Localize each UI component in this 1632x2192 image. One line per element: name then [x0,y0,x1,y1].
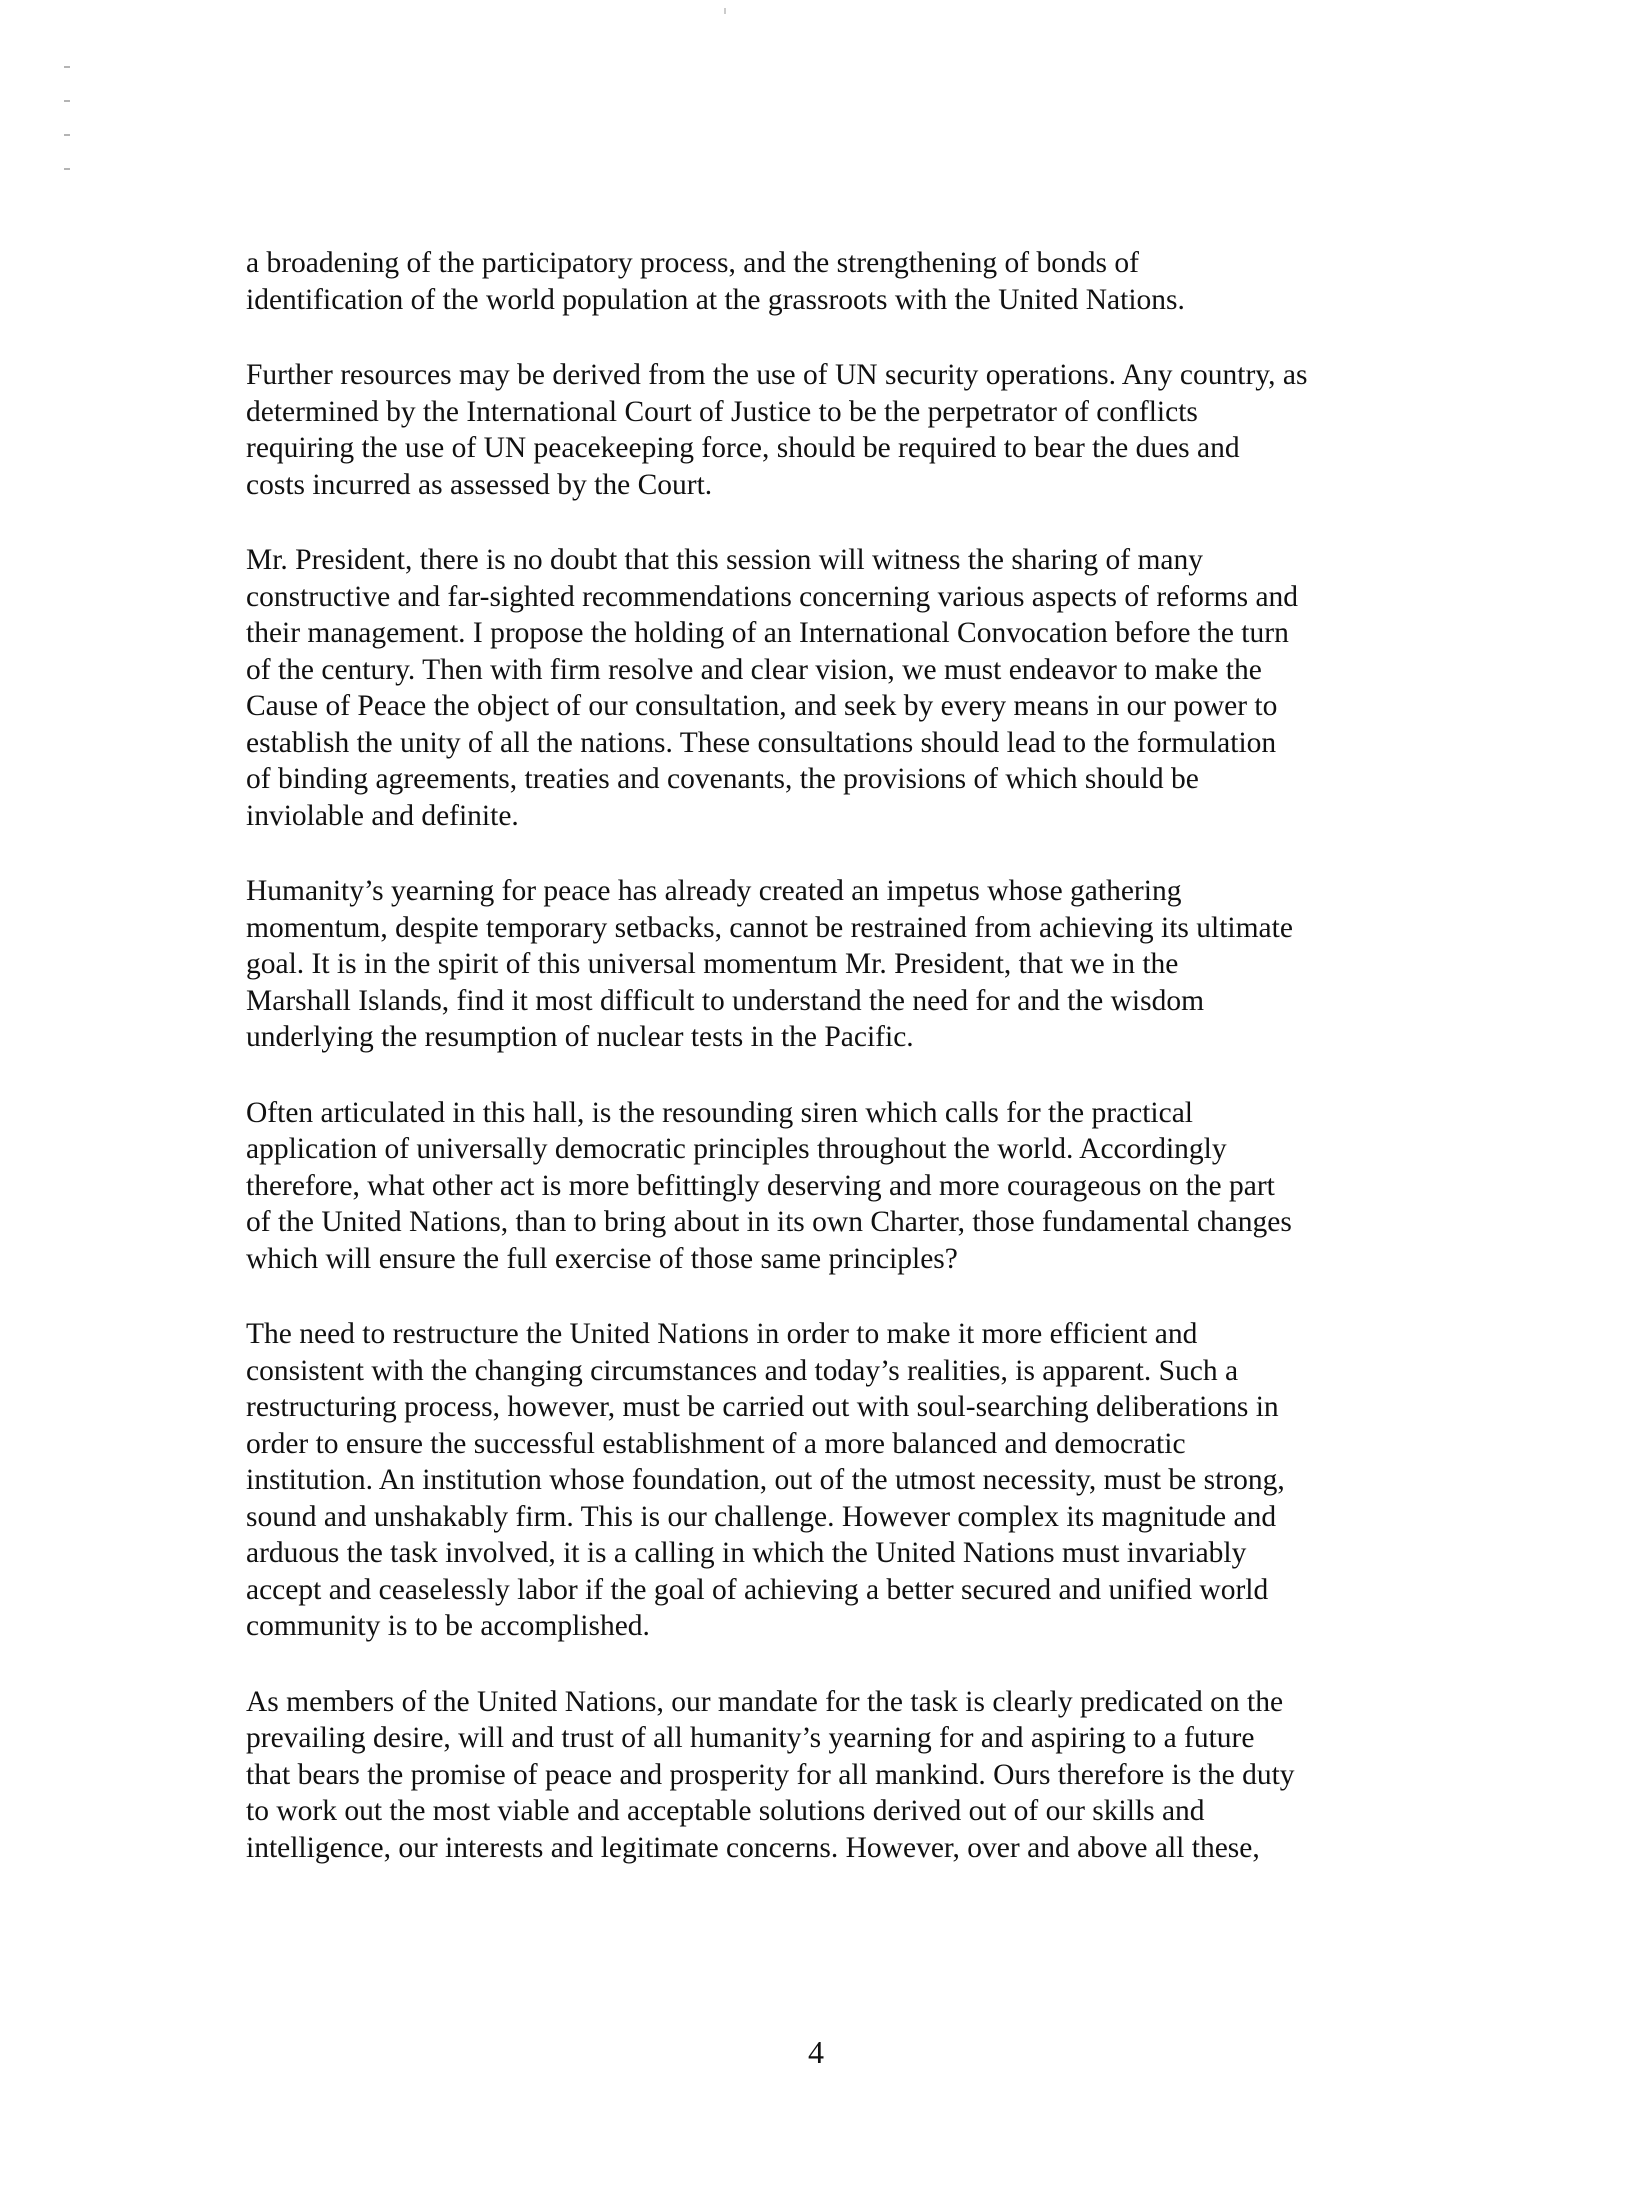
text-line: community is to be accomplished. [246,1610,650,1642]
text-line: establish the unity of all the nations. These consultations should lead to the formulation [246,726,1277,759]
paragraph [246,1095,1476,1278]
text-line: institution. An institution whose foundation, out of the utmost necessity, must be strong, [246,1464,1285,1496]
text-line: Often articulated in this hall, is the resounding siren which calls for the practical [246,1096,1193,1129]
paragraph [246,245,1476,318]
paragraph [246,542,1476,834]
text-line: Mr. President, there is no doubt that this session will witness the sharing of many [246,544,1204,576]
text-line: determined by the International Court of Justice to be the perpetrator of conflicts [246,395,1198,428]
text-line: application of universally democratic principles throughout the world. Accordingly [246,1133,1227,1165]
text-line: accept and ceaselessly labor if the goal of achieving a better secured and unified world [246,1573,1269,1606]
text-line: a broadening of the participatory process, and the strengthening of bonds of [246,247,1139,279]
text-line: intelligence, our interests and legitimate concerns. However, over and above all these, [246,1831,1260,1864]
text-line: therefore, what other act is more befittingly deserving and more courageous on the part [246,1169,1275,1202]
text-line: of the century. Then with firm resolve and clear vision, we must endeavor to make the [246,653,1262,686]
text-line: underlying the resumption of nuclear tests in the Pacific. [246,1021,914,1053]
text-line: arduous the task involved, it is a calling in which the United Nations must invariably [246,1537,1247,1569]
text-line: costs incurred as assessed by the Court. [246,468,713,501]
text-line: of binding agreements, treaties and covenants, the provisions of which should be [246,763,1199,795]
text-line: Marshall Islands, find it most difficult to understand the need for and the wisdom [246,984,1205,1017]
text-line: As members of the United Nations, our mandate for the task is clearly predicated on the [246,1685,1284,1718]
text-line: their management. I propose the holding of an International Convocation before the turn [246,617,1289,649]
text-line: The need to restructure the United Nations in order to make it more efficient and [246,1318,1198,1350]
text-line: to work out the most viable and acceptable solutions derived out of our skills and [246,1795,1205,1827]
text-line: consistent with the changing circumstances and today’s realities, is apparent. Such a [246,1354,1239,1387]
paragraph [246,873,1476,1056]
document-body [246,245,1476,1905]
text-line: order to ensure the successful establishment of a more balanced and democratic [246,1427,1186,1460]
paragraph [246,1684,1476,1867]
text-line: of the United Nations, than to bring about in its own Charter, those fundamental changes [246,1206,1292,1238]
paragraph [246,357,1476,503]
text-line: momentum, despite temporary setbacks, cannot be restrained from achieving its ultimate [246,911,1293,944]
text-line: Cause of Peace the object of our consultation, and seek by every means in our power to [246,690,1278,722]
paragraph [246,1316,1476,1645]
text-line: constructive and far-sighted recommendations concerning various aspects of reforms and [246,580,1299,613]
text-line: restructuring process, however, must be carried out with soul-searching deliberations in [246,1391,1279,1423]
scan-margin-marks [64,60,84,180]
text-line: prevailing desire, will and trust of all humanity’s yearning for and aspiring to a future [246,1722,1255,1754]
text-line: identification of the world population at the grassroots with the United Nations. [246,283,1185,316]
text-line: which will ensure the full exercise of those same principles? [246,1242,958,1275]
text-line: Humanity’s yearning for peace has already created an impetus whose gathering [246,875,1182,907]
text-line: sound and unshakably firm. This is our challenge. However complex its magnitude and [246,1500,1277,1533]
text-line: that bears the promise of peace and prosperity for all mankind. Ours therefore is the duty [246,1758,1295,1791]
text-line: goal. It is in the spirit of this universal momentum Mr. President, that we in the [246,948,1179,980]
text-line: requiring the use of UN peacekeeping force, should be required to bear the dues and [246,432,1240,464]
scan-artifact [724,8,726,14]
text-line: inviolable and definite. [246,799,519,832]
page-number: 4 [808,2034,824,2070]
text-line: Further resources may be derived from the use of UN security operations. Any country, as [246,359,1308,391]
